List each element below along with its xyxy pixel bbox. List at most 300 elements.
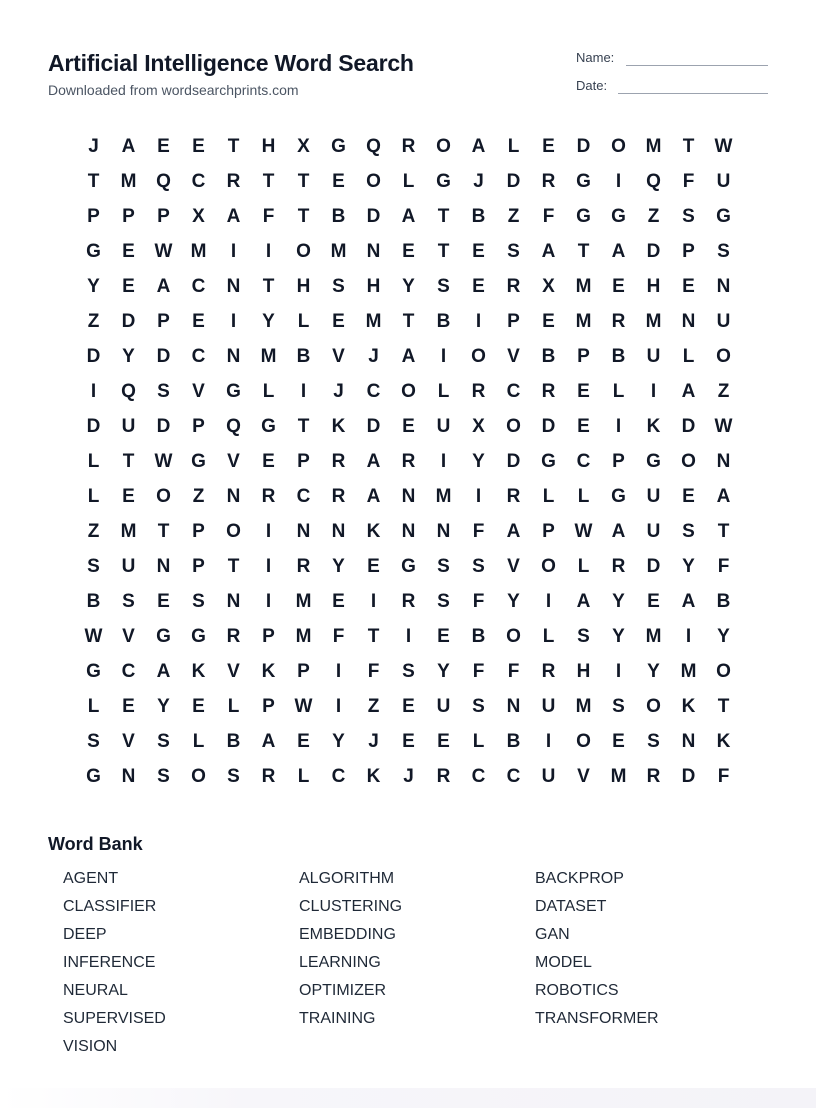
grid-letter: U — [121, 555, 136, 577]
grid-letter: B — [471, 205, 486, 227]
grid-letter: B — [331, 205, 346, 227]
grid-letter: F — [717, 555, 730, 577]
grid-letter: O — [366, 170, 381, 192]
grid-letter: D — [506, 170, 521, 192]
word-bank-item: CLUSTERING — [299, 898, 403, 915]
grid-letter: L — [682, 345, 695, 367]
grid-letter: P — [297, 660, 310, 682]
grid-letter: M — [575, 275, 592, 297]
grid-letter: A — [401, 345, 416, 367]
grid-letter: E — [612, 275, 625, 297]
grid-letter: I — [615, 170, 622, 192]
grid-letter: L — [542, 625, 555, 647]
grid-letter: D — [506, 450, 521, 472]
grid-letter: Y — [157, 695, 170, 717]
grid-letter: F — [472, 590, 485, 612]
grid-letter: P — [122, 205, 135, 227]
grid-letter: T — [297, 415, 310, 437]
grid-letter: S — [157, 730, 170, 752]
grid-letter: O — [191, 765, 206, 787]
grid-letter: R — [611, 555, 626, 577]
grid-letter: I — [230, 240, 237, 262]
grid-letter: A — [156, 275, 171, 297]
grid-letter: E — [332, 590, 345, 612]
grid-letter: Q — [646, 170, 661, 192]
grid-letter: M — [295, 625, 312, 647]
grid-letter: H — [261, 135, 276, 157]
grid-letter: P — [192, 520, 205, 542]
grid-letter: J — [88, 135, 99, 157]
grid-letter: S — [437, 555, 450, 577]
grid-letter: L — [472, 730, 485, 752]
grid-letter: G — [401, 555, 416, 577]
grid-letter: I — [685, 625, 692, 647]
grid-letter: V — [192, 380, 205, 402]
word-bank-item: NEURAL — [63, 982, 128, 999]
grid-letter: R — [541, 170, 556, 192]
grid-letter: G — [261, 415, 276, 437]
grid-letter: B — [541, 345, 556, 367]
grid-letter: T — [437, 240, 450, 262]
grid-letter: N — [506, 695, 521, 717]
grid-letter: U — [646, 485, 661, 507]
grid-letter: T — [367, 625, 380, 647]
grid-letter: R — [261, 765, 276, 787]
grid-letter: D — [86, 345, 101, 367]
grid-letter: A — [366, 450, 381, 472]
grid-letter: L — [577, 555, 590, 577]
date-label: Date: — [576, 78, 608, 93]
grid-letter: V — [122, 730, 135, 752]
grid-letter: M — [645, 310, 662, 332]
grid-letter: D — [646, 555, 661, 577]
grid-letter: I — [545, 590, 552, 612]
grid-letter: O — [506, 625, 521, 647]
grid-letter: D — [366, 415, 381, 437]
grid-letter: R — [261, 485, 276, 507]
grid-letter: R — [506, 485, 521, 507]
name-write-line — [626, 65, 768, 66]
grid-letter: S — [682, 520, 695, 542]
grid-letter: B — [86, 590, 101, 612]
grid-letter: G — [191, 450, 206, 472]
grid-letter: C — [121, 660, 136, 682]
grid-letter: N — [366, 240, 381, 262]
letter-grid — [76, 129, 741, 794]
grid-letter: R — [401, 450, 416, 472]
grid-letter: X — [192, 205, 205, 227]
grid-letter: I — [90, 380, 97, 402]
grid-letter: X — [297, 135, 310, 157]
grid-letter: V — [227, 450, 240, 472]
grid-letter: R — [541, 380, 556, 402]
grid-letter: E — [192, 310, 205, 332]
grid-letter: E — [472, 240, 485, 262]
grid-letter: L — [542, 485, 555, 507]
grid-letter: T — [717, 695, 730, 717]
grid-letter: I — [265, 590, 272, 612]
grid-letter: L — [227, 695, 240, 717]
word-bank-item: AGENT — [63, 870, 119, 887]
grid-letter: W — [714, 415, 733, 437]
grid-letter: I — [615, 660, 622, 682]
grid-letter: A — [681, 380, 696, 402]
grid-letter: S — [87, 555, 100, 577]
grid-letter: R — [541, 660, 556, 682]
grid-letter: J — [368, 345, 379, 367]
grid-letter: R — [296, 555, 311, 577]
grid-letter: T — [87, 170, 100, 192]
grid-letter: K — [366, 765, 381, 787]
grid-letter: L — [262, 380, 275, 402]
grid-letter: Z — [367, 695, 380, 717]
grid-letter: Z — [87, 520, 100, 542]
grid-letter: E — [577, 415, 590, 437]
grid-letter: W — [714, 135, 733, 157]
grid-letter: G — [611, 485, 626, 507]
grid-letter: K — [261, 660, 276, 682]
grid-letter: A — [366, 485, 381, 507]
grid-letter: T — [262, 275, 275, 297]
grid-letter: E — [192, 695, 205, 717]
grid-letter: D — [576, 135, 591, 157]
grid-letter: O — [471, 345, 486, 367]
grid-letter: O — [436, 135, 451, 157]
grid-letter: G — [226, 380, 241, 402]
grid-letter: S — [507, 240, 520, 262]
grid-letter: O — [296, 240, 311, 262]
grid-letter: N — [401, 520, 416, 542]
grid-letter: F — [717, 765, 730, 787]
date-write-line — [618, 93, 768, 94]
grid-letter: P — [192, 555, 205, 577]
grid-letter: E — [332, 170, 345, 192]
grid-letter: T — [402, 310, 415, 332]
grid-letter: S — [157, 380, 170, 402]
grid-letter: Y — [717, 625, 730, 647]
word-bank-item: GAN — [535, 926, 570, 943]
grid-letter: C — [296, 485, 311, 507]
grid-letter: T — [157, 520, 170, 542]
grid-letter: U — [121, 415, 136, 437]
grid-letter: Z — [647, 205, 660, 227]
grid-letter: E — [472, 275, 485, 297]
grid-letter: I — [335, 695, 342, 717]
grid-letter: O — [156, 485, 171, 507]
grid-letter: G — [576, 170, 591, 192]
grid-letter: M — [330, 240, 347, 262]
grid-letter: W — [154, 450, 173, 472]
word-bank-list — [63, 868, 783, 1064]
grid-letter: G — [541, 450, 556, 472]
grid-letter: Y — [612, 625, 625, 647]
grid-letter: T — [577, 240, 590, 262]
grid-letter: M — [645, 135, 662, 157]
grid-letter: E — [437, 625, 450, 647]
grid-letter: A — [716, 485, 731, 507]
grid-letter: Q — [156, 170, 171, 192]
grid-letter: E — [542, 310, 555, 332]
grid-letter: C — [191, 345, 206, 367]
grid-letter: I — [650, 380, 657, 402]
grid-letter: S — [682, 205, 695, 227]
grid-letter: Y — [332, 555, 345, 577]
word-bank-item: MODEL — [535, 954, 592, 971]
grid-letter: B — [296, 345, 311, 367]
grid-letter: A — [471, 135, 486, 157]
grid-letter: E — [332, 310, 345, 332]
grid-letter: N — [226, 485, 241, 507]
grid-letter: S — [612, 695, 625, 717]
grid-letter: R — [401, 590, 416, 612]
grid-letter: S — [402, 660, 415, 682]
grid-letter: P — [612, 450, 625, 472]
grid-letter: B — [611, 345, 626, 367]
grid-letter: K — [681, 695, 696, 717]
grid-letter: S — [87, 730, 100, 752]
grid-letter: L — [507, 135, 520, 157]
grid-letter: Y — [262, 310, 275, 332]
grid-letter: K — [716, 730, 731, 752]
grid-letter: U — [541, 765, 556, 787]
word-bank-item: CLASSIFIER — [63, 898, 157, 915]
grid-letter: Y — [87, 275, 100, 297]
grid-letter: L — [87, 695, 100, 717]
grid-letter: G — [156, 625, 171, 647]
grid-letter: L — [297, 765, 310, 787]
grid-letter: A — [121, 135, 136, 157]
grid-letter: P — [542, 520, 555, 542]
grid-letter: Y — [122, 345, 135, 367]
grid-letter: N — [296, 520, 311, 542]
grid-letter: W — [294, 695, 313, 717]
grid-letter: S — [332, 275, 345, 297]
word-bank-item: INFERENCE — [63, 954, 156, 971]
grid-letter: P — [192, 415, 205, 437]
grid-letter: M — [190, 240, 207, 262]
grid-letter: W — [574, 520, 593, 542]
grid-letter: Z — [717, 380, 730, 402]
grid-letter: M — [680, 660, 697, 682]
grid-letter: A — [611, 520, 626, 542]
grid-letter: C — [506, 380, 521, 402]
grid-letter: P — [682, 240, 695, 262]
grid-letter: S — [192, 590, 205, 612]
grid-letter: L — [87, 485, 100, 507]
grid-letter: O — [506, 415, 521, 437]
word-bank-item: EMBEDDING — [299, 926, 396, 943]
grid-letter: M — [295, 590, 312, 612]
grid-letter: E — [682, 485, 695, 507]
grid-letter: J — [368, 730, 379, 752]
grid-letter: Y — [682, 555, 695, 577]
grid-letter: Q — [226, 415, 241, 437]
grid-letter: Y — [507, 590, 520, 612]
grid-letter: T — [122, 450, 135, 472]
grid-letter: E — [647, 590, 660, 612]
grid-letter: B — [716, 590, 731, 612]
grid-letter: V — [332, 345, 345, 367]
grid-letter: A — [401, 205, 416, 227]
grid-letter: M — [365, 310, 382, 332]
grid-letter: L — [437, 380, 450, 402]
name-field — [576, 50, 768, 68]
grid-letter: Y — [437, 660, 450, 682]
grid-letter: L — [87, 450, 100, 472]
grid-letter: R — [436, 765, 451, 787]
grid-letter: P — [262, 695, 275, 717]
grid-letter: S — [647, 730, 660, 752]
grid-letter: N — [716, 450, 731, 472]
grid-letter: E — [612, 730, 625, 752]
grid-letter: O — [646, 695, 661, 717]
grid-letter: S — [717, 240, 730, 262]
grid-letter: U — [541, 695, 556, 717]
grid-letter: C — [506, 765, 521, 787]
grid-letter: T — [262, 170, 275, 192]
grid-letter: D — [86, 415, 101, 437]
grid-letter: N — [156, 555, 171, 577]
word-bank-item: ALGORITHM — [299, 870, 395, 887]
word-bank-item: DATASET — [535, 898, 607, 915]
grid-letter: S — [577, 625, 590, 647]
grid-letter: A — [261, 730, 276, 752]
grid-letter: C — [331, 765, 346, 787]
grid-letter: E — [157, 135, 170, 157]
grid-letter: U — [646, 520, 661, 542]
grid-letter: P — [577, 345, 590, 367]
grid-letter: A — [681, 590, 696, 612]
grid-letter: E — [402, 730, 415, 752]
grid-letter: B — [506, 730, 521, 752]
grid-letter: G — [86, 660, 101, 682]
grid-letter: D — [121, 310, 136, 332]
grid-letter: S — [157, 765, 170, 787]
grid-letter: V — [577, 765, 590, 787]
grid-letter: T — [437, 205, 450, 227]
grid-letter: M — [120, 170, 137, 192]
grid-letter: G — [576, 205, 591, 227]
name-label: Name: — [576, 50, 615, 65]
grid-letter: N — [226, 590, 241, 612]
grid-letter: K — [366, 520, 381, 542]
grid-letter: C — [366, 380, 381, 402]
grid-letter: I — [265, 555, 272, 577]
grid-letter: R — [611, 310, 626, 332]
grid-letter: I — [335, 660, 342, 682]
grid-letter: A — [226, 205, 241, 227]
grid-letter: K — [331, 415, 346, 437]
grid-letter: T — [717, 520, 730, 542]
grid-letter: C — [576, 450, 591, 472]
grid-letter: H — [366, 275, 381, 297]
grid-letter: G — [716, 205, 731, 227]
grid-letter: D — [681, 415, 696, 437]
grid-letter: P — [262, 625, 275, 647]
grid-letter: D — [366, 205, 381, 227]
grid-letter: Y — [472, 450, 485, 472]
grid-letter: A — [541, 240, 556, 262]
grid-letter: F — [507, 660, 520, 682]
grid-letter: N — [436, 520, 451, 542]
grid-letter: D — [541, 415, 556, 437]
grid-letter: S — [122, 590, 135, 612]
grid-letter: Z — [87, 310, 100, 332]
grid-letter: E — [122, 485, 135, 507]
grid-letter: W — [154, 240, 173, 262]
grid-letter: G — [611, 205, 626, 227]
grid-letter: O — [401, 380, 416, 402]
grid-letter: F — [332, 625, 345, 647]
grid-letter: A — [576, 590, 591, 612]
grid-letter: E — [437, 730, 450, 752]
grid-letter: B — [226, 730, 241, 752]
grid-letter: H — [296, 275, 311, 297]
grid-letter: N — [401, 485, 416, 507]
grid-letter: R — [226, 625, 241, 647]
grid-letter: L — [402, 170, 415, 192]
grid-letter: N — [226, 275, 241, 297]
grid-letter: E — [192, 135, 205, 157]
grid-letter: R — [506, 275, 521, 297]
grid-letter: C — [471, 765, 486, 787]
grid-letter: V — [122, 625, 135, 647]
grid-letter: D — [681, 765, 696, 787]
grid-letter: M — [575, 695, 592, 717]
grid-letter: G — [436, 170, 451, 192]
grid-letter: Z — [507, 205, 520, 227]
grid-letter: E — [577, 380, 590, 402]
grid-letter: L — [612, 380, 625, 402]
grid-letter: D — [646, 240, 661, 262]
grid-letter: J — [403, 765, 414, 787]
grid-letter: F — [472, 660, 485, 682]
grid-letter: S — [437, 590, 450, 612]
grid-letter: M — [645, 625, 662, 647]
grid-letter: A — [611, 240, 626, 262]
grid-letter: I — [440, 345, 447, 367]
grid-letter: R — [226, 170, 241, 192]
page-bottom-shade — [0, 1088, 816, 1108]
grid-letter: E — [402, 240, 415, 262]
grid-letter: N — [121, 765, 136, 787]
grid-letter: F — [682, 170, 695, 192]
grid-letter: P — [297, 450, 310, 472]
grid-letter: C — [191, 275, 206, 297]
grid-letter: O — [611, 135, 626, 157]
grid-letter: K — [646, 415, 661, 437]
word-bank-item: OPTIMIZER — [299, 982, 387, 999]
grid-letter: R — [646, 765, 661, 787]
grid-letter: P — [157, 310, 170, 332]
grid-letter: L — [577, 485, 590, 507]
grid-letter: S — [437, 275, 450, 297]
grid-letter: I — [475, 310, 482, 332]
grid-letter: A — [506, 520, 521, 542]
grid-letter: G — [86, 240, 101, 262]
grid-letter: D — [156, 415, 171, 437]
word-bank-item: SUPERVISED — [63, 1010, 166, 1027]
grid-letter: E — [122, 275, 135, 297]
grid-letter: X — [472, 415, 485, 437]
word-bank-item: BACKPROP — [535, 870, 624, 887]
grid-letter: F — [472, 520, 485, 542]
grid-letter: O — [716, 660, 731, 682]
grid-letter: I — [370, 590, 377, 612]
grid-letter: E — [367, 555, 380, 577]
grid-letter: U — [716, 170, 731, 192]
grid-letter: E — [262, 450, 275, 472]
